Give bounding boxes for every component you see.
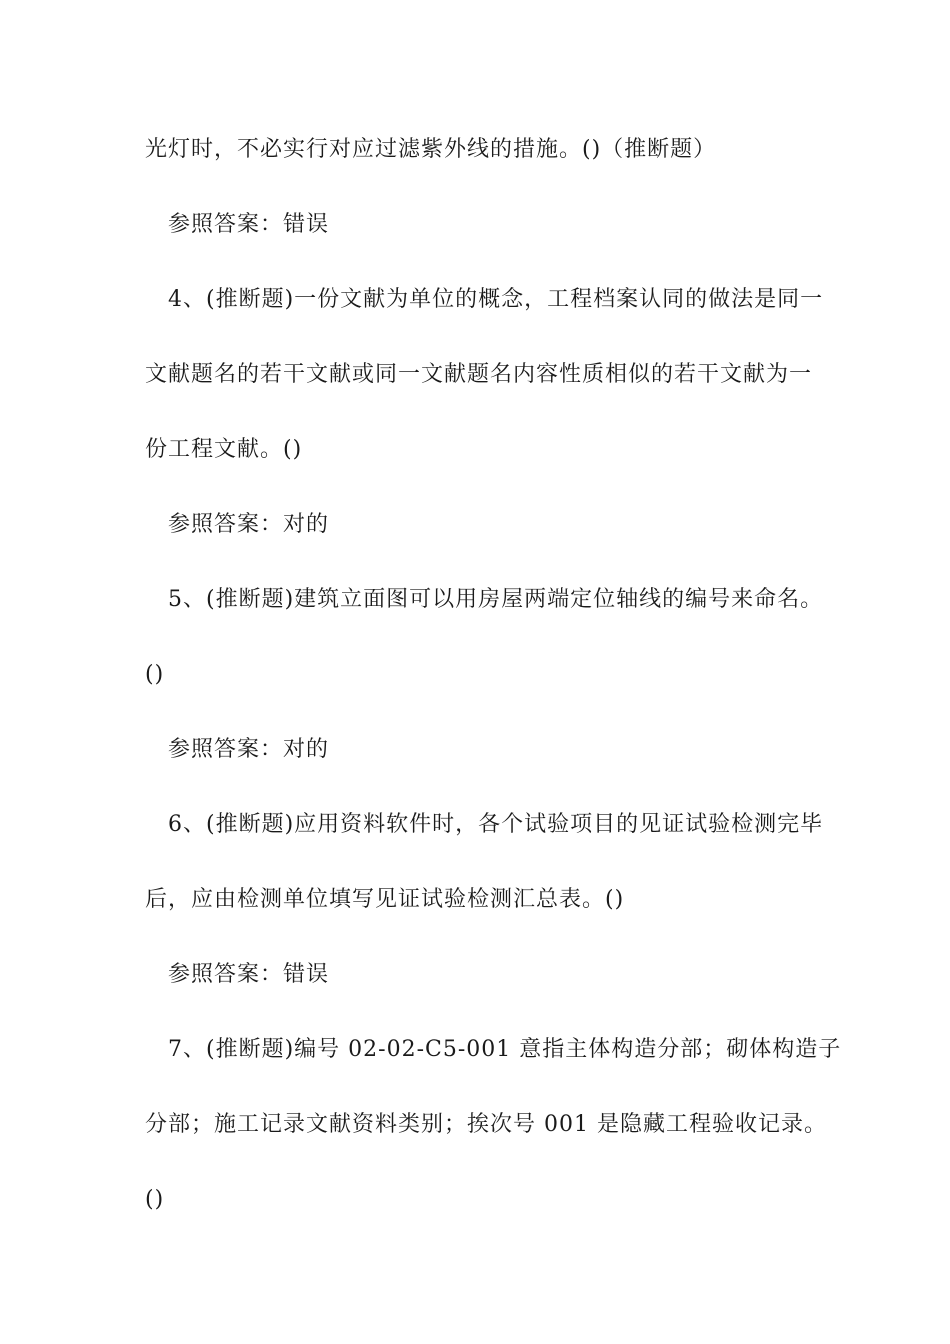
q3-text-line-2: 光灯时，不必实行对应过滤紫外线的措施。()（推断题） — [145, 137, 717, 162]
q7-text-line-3: () — [145, 1187, 165, 1212]
q4-answer: 参照答案：对的 — [168, 512, 330, 537]
q7-text-line-2: 分部；施工记录文献资料类别；挨次号 001 是隐藏工程验收记录。 — [145, 1112, 827, 1137]
q5-answer: 参照答案：对的 — [168, 737, 330, 762]
q4-text-line-2: 文献题名的若干文献或同一文献题名内容性质相似的若干文献为一 — [145, 362, 813, 387]
q5-text-line-2: () — [145, 662, 165, 687]
q6-answer: 参照答案：错误 — [168, 962, 330, 987]
q3-answer: 参照答案：错误 — [168, 212, 330, 237]
q6-text-line-1: 6、(推断题)应用资料软件时，各个试验项目的见证试验检测完毕 — [168, 812, 824, 837]
q6-text-line-2: 后，应由检测单位填写见证试验检测汇总表。() — [145, 887, 625, 912]
q7-text-line-1: 7、(推断题)编号 02-02-C5-001 意指主体构造分部；砌体构造子 — [168, 1037, 842, 1062]
q4-text-line-3: 份工程文献。() — [145, 437, 303, 462]
q4-text-line-1: 4、(推断题)一份文献为单位的概念，工程档案认同的做法是同一 — [168, 287, 824, 312]
q5-text-line-1: 5、(推断题)建筑立面图可以用房屋两端定位轴线的编号来命名。 — [168, 587, 824, 612]
